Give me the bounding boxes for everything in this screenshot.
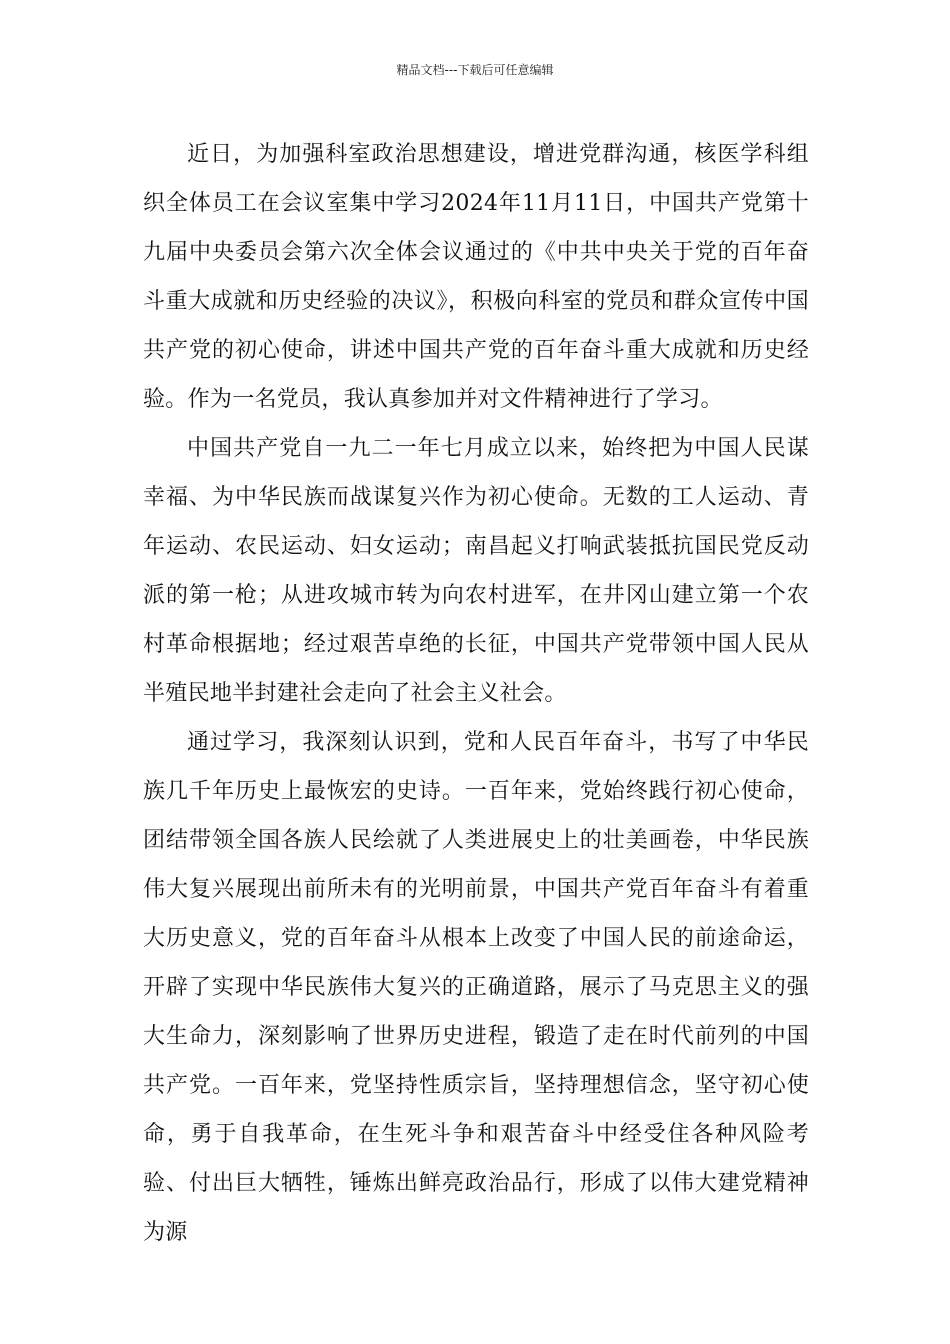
document-body <box>143 130 809 1257</box>
paragraph-3: 通过学习，我深刻认识到，党和人民百年奋斗，书写了中华民族几千年历史上最恢宏的史诗。一百年来，党始终践行初心使命，团结带领全国各族人民绘就了人类进展史上的壮美画卷，中华民族伟大复兴展现出前所未有的光明前景，中国共产党百年奋斗有着重大历史意义，党的百年奋斗从根本上改变了中国人民的前途命运，开辟了实现中华民族伟大复兴的正确道路，展示了马克思主义的强大生命力，深刻影响了世界历史进程，锻造了走在时代前列的中国共产党。一百年来，党坚持性质宗旨，坚持理想信念，坚守初心使命，勇于自我革命，在生死斗争和艰苦奋斗中经受住各种风险考验、付出巨大牺牲，锤炼出鲜亮政治品行，形成了以伟大建党精神为源 <box>143 730 809 1245</box>
paragraph-2: 中国共产党自一九二一年七月成立以来，始终把为中国人民谋幸福、为中华民族而战谋复兴作为初心使命。无数的工人运动、青年运动、农民运动、妇女运动；南昌起义打响武装抵抗国民党反动派的第一枪；从进攻城市转为向农村进军，在井冈山建立第一个农村革命根据地；经过艰苦卓绝的长征，中国共产党带领中国人民从半殖民地半封建社会走向了社会主义社会。 <box>143 436 809 706</box>
page-header: 精品文档---下载后可任意编辑 <box>396 63 554 77</box>
paragraph-1: 近日，为加强科室政治思想建设，增进党群沟通，核医学科组织全体员工在会议室集中学习2024年11月11日，中国共产党第十九届中央委员会第六次全体会议通过的《中共中央关于党的百年奋斗重大成就和历史经验的决议》，积极向科室的党员和群众宣传中国共产党的初心使命，讲述中国共产党的百年奋斗重大成就和历史经验。作为一名党员，我认真参加并对文件精神进行了学习。 <box>143 142 809 412</box>
